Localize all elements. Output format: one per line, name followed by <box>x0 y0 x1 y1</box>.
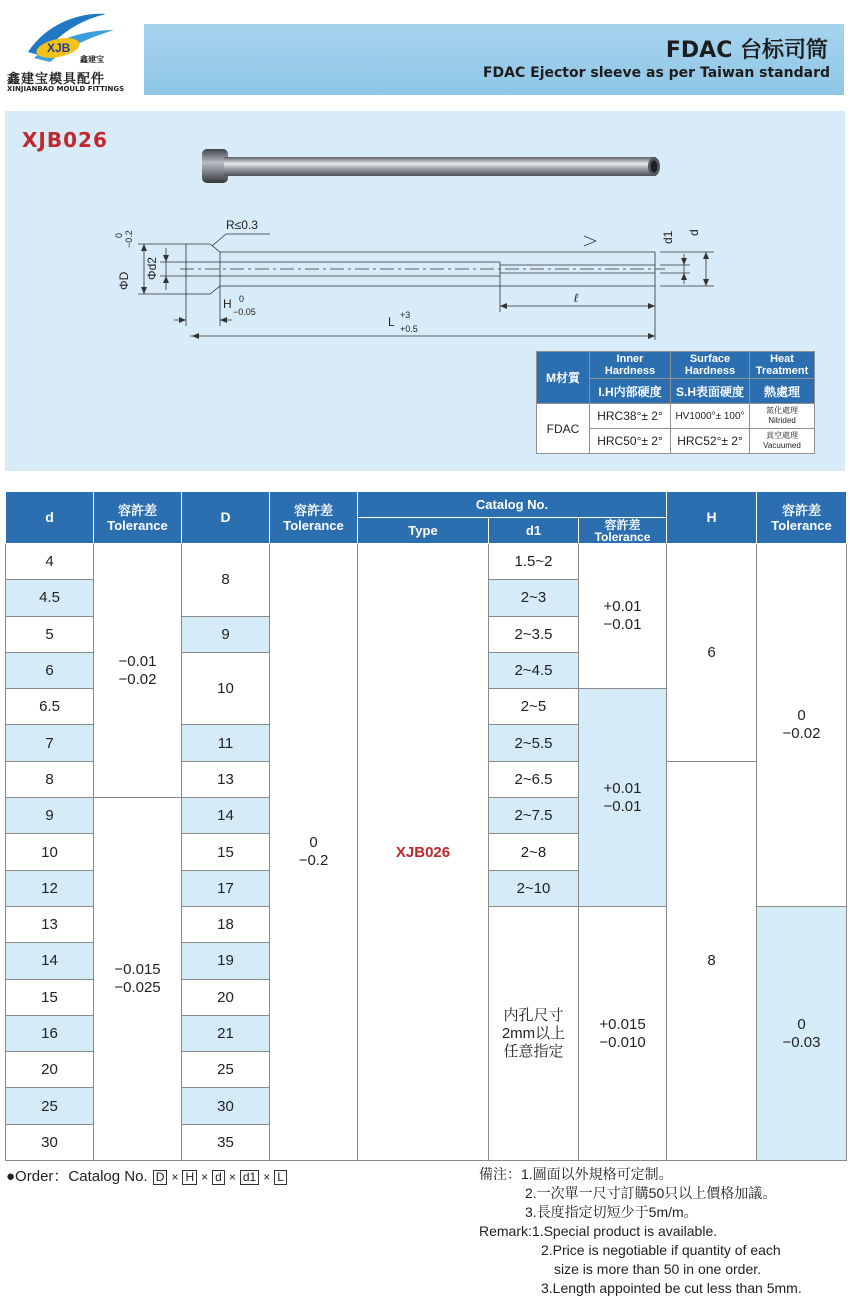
d1-note-line: 2mm以上 <box>501 1024 566 1042</box>
cell-d: 10 <box>6 834 94 870</box>
note-en: 3.Length appointed be cut less than 5mm. <box>541 1280 802 1296</box>
L-tol-bottom: +0.5 <box>400 324 418 334</box>
th-tol-cn: 容許差 <box>293 502 333 518</box>
tol-bottom: −0.02 <box>118 670 157 688</box>
cell-D: 9 <box>182 616 270 652</box>
cell-d1-note <box>489 906 579 1160</box>
order-box-L: L <box>274 1170 287 1185</box>
spec-sh: HV1000°± 100° <box>671 404 750 429</box>
spec-inner-hardness-cn: I.H内部硬度 <box>590 379 671 404</box>
ejector-sleeve-photo <box>196 146 666 190</box>
cell-d: 4.5 <box>6 580 94 616</box>
th-tol-en: Tolerance <box>771 517 832 533</box>
order-format: ●Order：Catalog No. D × H × d × d1 × L <box>6 1165 288 1186</box>
product-code: XJB026 <box>22 128 108 152</box>
cell-H: 8 <box>667 761 757 1160</box>
header-banner <box>144 24 844 95</box>
th-d: d <box>6 492 94 544</box>
spec-material: FDAC <box>537 404 590 454</box>
spec-ih: HRC50°± 2° <box>590 429 671 454</box>
cell-d1: 2~7.5 <box>489 798 579 834</box>
spec-sh: HRC52°± 2° <box>671 429 750 454</box>
note-en: 2.Price is negotiable if quantity of each <box>541 1242 781 1258</box>
spec-surface-hardness-en: Surface Hardness <box>671 352 750 379</box>
spec-inner-hardness-en: Inner Hardness <box>590 352 671 379</box>
cell-d: 7 <box>6 725 94 761</box>
radius-label: R≤0.3 <box>226 218 258 232</box>
th-tol-cn: 容許差 <box>117 502 157 518</box>
cell-D: 25 <box>182 1052 270 1088</box>
logo-text: XJB <box>47 41 71 55</box>
tol-bottom: −0.02 <box>782 724 821 742</box>
cell-d-tol <box>94 798 182 1161</box>
spec-heat-treatment-en: Heat Treatment <box>750 352 815 379</box>
note-en: size is more than 50 in one order. <box>554 1261 762 1277</box>
remarks <box>479 1165 802 1298</box>
spec-ht-en: Vacuumed <box>763 441 801 450</box>
tol-top: +0.015 <box>599 1015 646 1033</box>
dimension-table <box>5 491 847 1161</box>
page-title-en: FDAC Ejector sleeve as per Taiwan standard <box>482 65 830 81</box>
cell-d: 4 <box>6 544 94 580</box>
d1-note-line: 内孔尺寸 <box>503 1006 564 1024</box>
th-d1-tolerance <box>579 518 667 544</box>
cell-H: 6 <box>667 544 757 762</box>
tol-bottom: −0.01 <box>603 616 642 634</box>
cell-d: 12 <box>6 870 94 906</box>
H-label: H <box>223 297 232 311</box>
th-d-tolerance <box>94 492 182 544</box>
cell-d: 15 <box>6 979 94 1015</box>
cell-D: 19 <box>182 943 270 979</box>
th-H: H <box>667 492 757 544</box>
note-cn: 1.圖面以外規格可定制。 <box>521 1166 673 1182</box>
tol-top: −0.015 <box>114 961 161 979</box>
cell-D: 14 <box>182 798 270 834</box>
logo <box>0 0 140 100</box>
th-H-tolerance <box>757 492 847 544</box>
cell-d: 5 <box>6 616 94 652</box>
H-tol-top: 0 <box>239 294 245 304</box>
cell-d: 20 <box>6 1052 94 1088</box>
th-tol-en: Tolerance <box>107 517 168 533</box>
order-box-d: d <box>212 1170 225 1185</box>
spec-material-header: M材質 <box>537 352 590 404</box>
cell-d1: 1.5~2 <box>489 544 579 580</box>
cell-H-tol <box>757 906 847 1160</box>
cell-d1: 2~3 <box>489 580 579 616</box>
spec-ih: HRC38°± 2° <box>590 404 671 429</box>
th-tol-en: Tolerance <box>283 517 344 533</box>
cell-d: 16 <box>6 1015 94 1051</box>
cell-D: 21 <box>182 1015 270 1051</box>
cell-D: 18 <box>182 906 270 942</box>
material-spec-table <box>536 351 815 454</box>
technical-drawing <box>100 214 740 344</box>
cell-d: 6 <box>6 652 94 688</box>
page-title-cn: FDAC 台标司筒 <box>665 38 828 63</box>
order-box-H: H <box>182 1170 197 1185</box>
tol-bottom: −0.01 <box>603 797 642 815</box>
cell-D: 13 <box>182 761 270 797</box>
note-en: 1.Special product is available. <box>531 1223 718 1239</box>
tol-bottom: −0.2 <box>298 852 329 870</box>
cell-d1: 2~3.5 <box>489 616 579 652</box>
note-cn: 2.一次單一尺寸訂購50只以上價格加議。 <box>525 1185 777 1201</box>
cell-d1: 2~6.5 <box>489 761 579 797</box>
cell-d: 9 <box>6 798 94 834</box>
l-label: ℓ <box>574 291 578 305</box>
cell-d: 8 <box>6 761 94 797</box>
th-D: D <box>182 492 270 544</box>
cell-d1-tol <box>579 544 667 689</box>
cell-type: XJB026 <box>358 544 489 1161</box>
order-box-d1: d1 <box>240 1170 259 1185</box>
spec-surface-hardness-cn: S.H表面硬度 <box>671 379 750 404</box>
spec-ht-cn: 氮化處理 <box>766 406 798 415</box>
d1-label: d1 <box>661 230 675 244</box>
tol-top: 0 <box>797 706 806 724</box>
tol-top: 0 <box>309 834 318 852</box>
th-type: Type <box>358 518 489 544</box>
cell-D: 10 <box>182 652 270 725</box>
d1-note-line: 任意指定 <box>503 1042 564 1060</box>
cell-D: 20 <box>182 979 270 1015</box>
cell-D: 35 <box>182 1124 270 1160</box>
logo-sub: 鑫建宝 <box>80 55 104 64</box>
cell-d: 25 <box>6 1088 94 1124</box>
L-label: L <box>388 315 395 329</box>
cell-H-tol <box>757 544 847 907</box>
logo-swoosh-icon <box>20 8 120 64</box>
D-tol-top: 0 <box>114 232 124 238</box>
d2-label: Φd2 <box>145 257 159 280</box>
tol-bottom: −0.025 <box>114 979 161 997</box>
th-tol-en: Tolerance <box>594 529 651 544</box>
notes-en-label: Remark: <box>479 1223 532 1239</box>
th-d1: d1 <box>489 518 579 544</box>
D-tol-bottom: −0.2 <box>124 230 134 248</box>
brand-name-cn: 鑫建宝模具配件 <box>7 72 106 87</box>
cell-d-tol <box>94 544 182 798</box>
notes-cn-label: 備注： <box>479 1166 521 1182</box>
cell-d1-tol <box>579 689 667 907</box>
cell-d: 13 <box>6 906 94 942</box>
cell-D: 8 <box>182 544 270 617</box>
cell-d1: 2~5.5 <box>489 725 579 761</box>
L-tol-top: +3 <box>400 310 411 320</box>
cell-d1-tol <box>579 906 667 1160</box>
spec-ht-cn: 真空處理 <box>766 431 798 440</box>
tol-bottom: −0.03 <box>782 1033 821 1051</box>
cell-D-tol <box>270 544 358 1161</box>
th-tol-cn: 容許差 <box>604 517 641 532</box>
brand-name-en: XINJIANBAO MOULD FITTINGS <box>7 85 125 93</box>
cell-d1: 2~5 <box>489 689 579 725</box>
spec-ht <box>750 429 815 454</box>
th-tol-cn: 容許差 <box>782 502 822 518</box>
order-label: ●Order：Catalog No. <box>6 1168 148 1185</box>
cell-d: 30 <box>6 1124 94 1160</box>
tol-bottom: −0.010 <box>599 1033 646 1051</box>
tol-top: −0.01 <box>118 652 157 670</box>
cell-d: 14 <box>6 943 94 979</box>
D-label: ΦD <box>117 271 131 290</box>
spec-ht-en: Nitrided <box>768 416 796 425</box>
th-catalog: Catalog No. <box>358 492 667 518</box>
spec-heat-treatment-cn: 熱處理 <box>750 379 815 404</box>
cell-D: 11 <box>182 725 270 761</box>
spec-ht <box>750 404 815 429</box>
tol-top: +0.01 <box>603 598 642 616</box>
H-tol-bottom: −0.05 <box>233 307 256 317</box>
th-D-tolerance <box>270 492 358 544</box>
cell-d1: 2~8 <box>489 834 579 870</box>
note-cn: 3.長度指定切短少于5m/m。 <box>525 1204 698 1220</box>
cell-d1: 2~4.5 <box>489 652 579 688</box>
order-box-D: D <box>153 1170 168 1185</box>
cell-D: 15 <box>182 834 270 870</box>
tol-top: 0 <box>797 1015 806 1033</box>
d-label: d <box>687 229 701 236</box>
cell-D: 17 <box>182 870 270 906</box>
tol-top: +0.01 <box>603 779 642 797</box>
cell-D: 30 <box>182 1088 270 1124</box>
cell-d1: 2~10 <box>489 870 579 906</box>
table-row <box>6 544 847 580</box>
cell-d: 6.5 <box>6 689 94 725</box>
